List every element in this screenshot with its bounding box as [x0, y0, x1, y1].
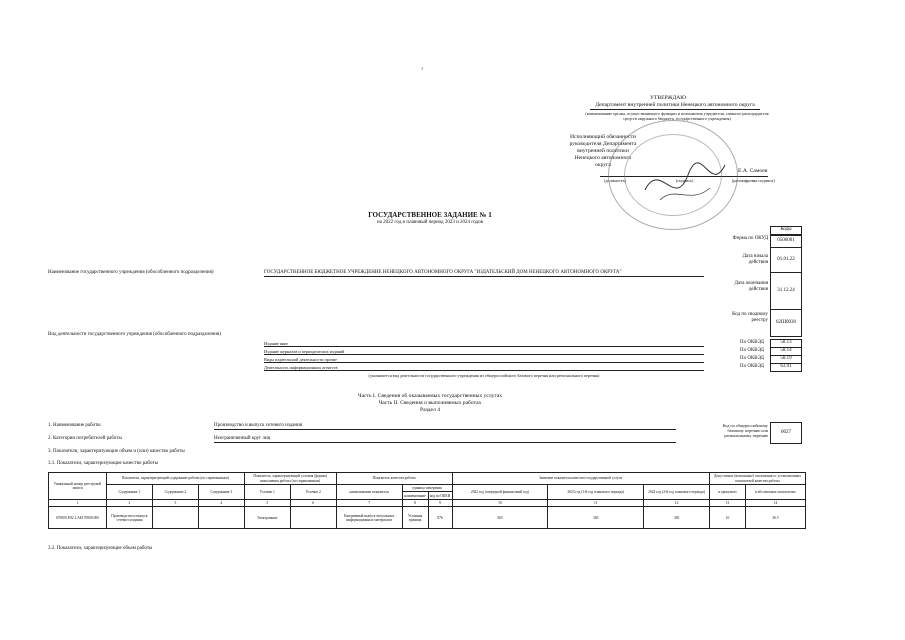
end-date-label: Дата окончания действия — [734, 281, 768, 292]
column-number: 13 — [710, 500, 746, 507]
cell-unique: 670000.Р.82.1.АБ170000.000 — [49, 507, 107, 529]
position-hint: (должность) — [604, 178, 626, 183]
header-2024: 2024 год (2-й год планового периода) — [644, 485, 710, 500]
header-conditions: Показатель, характеризующий условия (формы) выполнения работы (по справочникам) — [244, 473, 336, 485]
column-number: 3 — [152, 500, 198, 507]
activity-item: Издание журналов и периодических изданий — [264, 349, 704, 355]
page-mark: 1 — [421, 66, 424, 71]
header-cond2: Условие 2 — [290, 485, 336, 500]
approval-org-hint: (наименование органа, осуществляющего функции и полномочия учредителя, главного распорядителя средств окружного бюджета, государственного учреждения) — [585, 111, 769, 122]
okved-label: По ОКВЭД — [740, 340, 764, 345]
column-number: 8 — [402, 500, 428, 507]
name-hint: (расшифровка подписи) — [732, 178, 775, 183]
cell-indicator: Ежедневный выпуск актуальных информационных материалов — [336, 507, 402, 529]
column-number: 14 — [745, 500, 805, 507]
column-number: 7 — [336, 500, 402, 507]
okved-label: По ОКВЭД — [740, 356, 764, 361]
quality-table — [48, 472, 806, 529]
activity-item: Издание книг — [264, 341, 704, 347]
end-date-value: 31.12.24 — [770, 272, 802, 310]
section-heading: Раздел 4 — [419, 407, 441, 413]
cell-cond2 — [290, 507, 336, 529]
approval-title: УТВЕРЖДАЮ — [650, 95, 687, 101]
column-number: 6 — [290, 500, 336, 507]
cell-unit: Условная единица — [402, 507, 428, 529]
cell-content3 — [198, 507, 244, 529]
part-one-heading: Часть I. Сведения об оказываемых государственных услугах — [357, 393, 503, 399]
registry-code-value: 62Ш0030 — [770, 309, 802, 337]
consumers-value: Неограниченный круг лиц — [214, 436, 676, 443]
approval-org: Департамент внутренней политики Ненецкого автономного округа — [590, 102, 760, 110]
header-unit-name: наименование — [402, 492, 428, 500]
signature-hint: (подпись) — [676, 178, 694, 183]
codes-header: Коды — [770, 226, 802, 236]
approver-name: Е.А. Самоев — [738, 168, 768, 174]
column-number: 9 — [428, 500, 452, 507]
position-line: Исполняющий обязанности — [569, 134, 637, 140]
activities-label: Вид деятельности государственного учреждения (обособленного подразделения) — [48, 332, 221, 337]
header-content1: Содержание 1 — [106, 485, 152, 500]
column-number: 2 — [106, 500, 152, 507]
header-quality: Показатель качества работы — [336, 473, 452, 485]
quality-indicators-label: 3.1. Показатели, характеризующие качество работы — [48, 461, 158, 466]
cell-2024: 365 — [644, 507, 710, 529]
header-abs: в абсолютных показателях — [745, 485, 805, 500]
header-2022: 2022 год (очередной финансовый год) — [452, 485, 548, 500]
cell-cond1: Электронные — [244, 507, 290, 529]
registry-list-code: 0027 — [770, 422, 802, 444]
table-row — [49, 507, 806, 529]
okved-label: По ОКВЭД — [740, 364, 764, 369]
activity-item: Виды издательской деятельности прочие — [264, 357, 704, 363]
cell-2023: 365 — [548, 507, 644, 529]
cell-content1: Производство и выпуск сетевого издания — [106, 507, 152, 529]
column-number: 5 — [244, 500, 290, 507]
okved-code: 58.14 — [770, 347, 802, 356]
handwritten-signature — [640, 150, 730, 220]
header-cond1: Условие 1 — [244, 485, 290, 500]
cell-okei: 876 — [428, 507, 452, 529]
position-line: округа — [595, 161, 611, 168]
column-number: 10 — [452, 500, 548, 507]
header-2023: 2023 год (1-й год планового периода) — [548, 485, 644, 500]
column-number: 12 — [644, 500, 710, 507]
okved-code: 58.13 — [770, 339, 802, 348]
work-name-value: Производство и выпуск сетевого издания — [214, 423, 676, 430]
activity-item: Деятельность информационных агентств — [264, 365, 704, 371]
header-values: Значение показателя качества государственной услуги — [452, 473, 710, 485]
document-title: ГОСУДАРСТВЕННОЕ ЗАДАНИЕ № 1 — [368, 211, 492, 219]
header-content: Показатель, характеризующий содержание работы (по справочникам) — [106, 473, 244, 485]
okved-code: 58.19 — [770, 355, 802, 364]
okved-code: 63.91 — [770, 363, 802, 372]
cell-abs: 36.5 — [745, 507, 805, 529]
institution-name: ГОСУДАРСТВЕННОЕ БЮДЖЕТНОЕ УЧРЕЖДЕНИЕ НЕНЕЦКОГО АВТОНОМНОГО ОКРУГА "ИЗДАТЕЛЬСКИЙ ДОМ НЕНЕЦКОГО АВТОНОМНОГО ОКРУГА" — [264, 270, 704, 277]
volume-indicators-label: 3.2. Показатели, характеризующие объем работы — [48, 546, 153, 551]
document-subtitle: на 2022 год и плановый период 2023 и 2024 годов — [377, 220, 483, 225]
registry-code-label: Код по сводному реестру — [732, 312, 768, 323]
consumers-label: 2. Категории потребителей работы — [48, 436, 122, 441]
indicators-label: 3. Показатели, характеризующие объем и (или) качество работы — [48, 449, 185, 454]
position-line: руководителя Департамента — [569, 140, 637, 147]
position-line: внутренней политики — [577, 147, 629, 154]
header-indicator-name: наименование показателя — [336, 485, 402, 500]
start-date-value: 01.01.22 — [770, 247, 802, 273]
column-number: 1 — [49, 500, 107, 507]
cell-content2 — [152, 507, 198, 529]
header-content2: Содержание 2 — [152, 485, 198, 500]
work-name-label: 1. Наименование работы — [48, 423, 101, 428]
column-number: 11 — [548, 500, 644, 507]
registry-list-label: Код по общероссийскому базовому перечню или региональному перечню — [722, 423, 768, 439]
position-line: Ненецкого автономного — [574, 154, 632, 161]
activities-hint: (указывается вид деятельности государственного учреждения из общероссийского базового перечня или регионального перечня) — [368, 373, 600, 378]
header-unit: единица измерения — [402, 485, 452, 492]
part-two-heading: Часть II. Сведения о выполняемых работах — [378, 400, 482, 406]
header-okei: код по ОКЕИ — [428, 492, 452, 500]
form-okud-label: Форма по ОКУД — [732, 236, 768, 241]
column-number: 4 — [198, 500, 244, 507]
cell-2022: 365 — [452, 507, 548, 529]
header-pct: в процентах — [710, 485, 746, 500]
institution-label: Наименование государственного учреждения (обособленного подразделения) — [48, 270, 214, 275]
form-okud-value: 0506001 — [770, 234, 802, 248]
header-unique: Уникальный номер реестровой записи — [49, 473, 107, 500]
header-content3: Содержание 3 — [198, 485, 244, 500]
okved-label: По ОКВЭД — [740, 348, 764, 353]
header-deviation: Допустимые (возможные) отклонения от установленных показателей качества работы — [710, 473, 806, 485]
start-date-label: Дата начала действия — [742, 254, 768, 265]
cell-pct: 10 — [710, 507, 746, 529]
